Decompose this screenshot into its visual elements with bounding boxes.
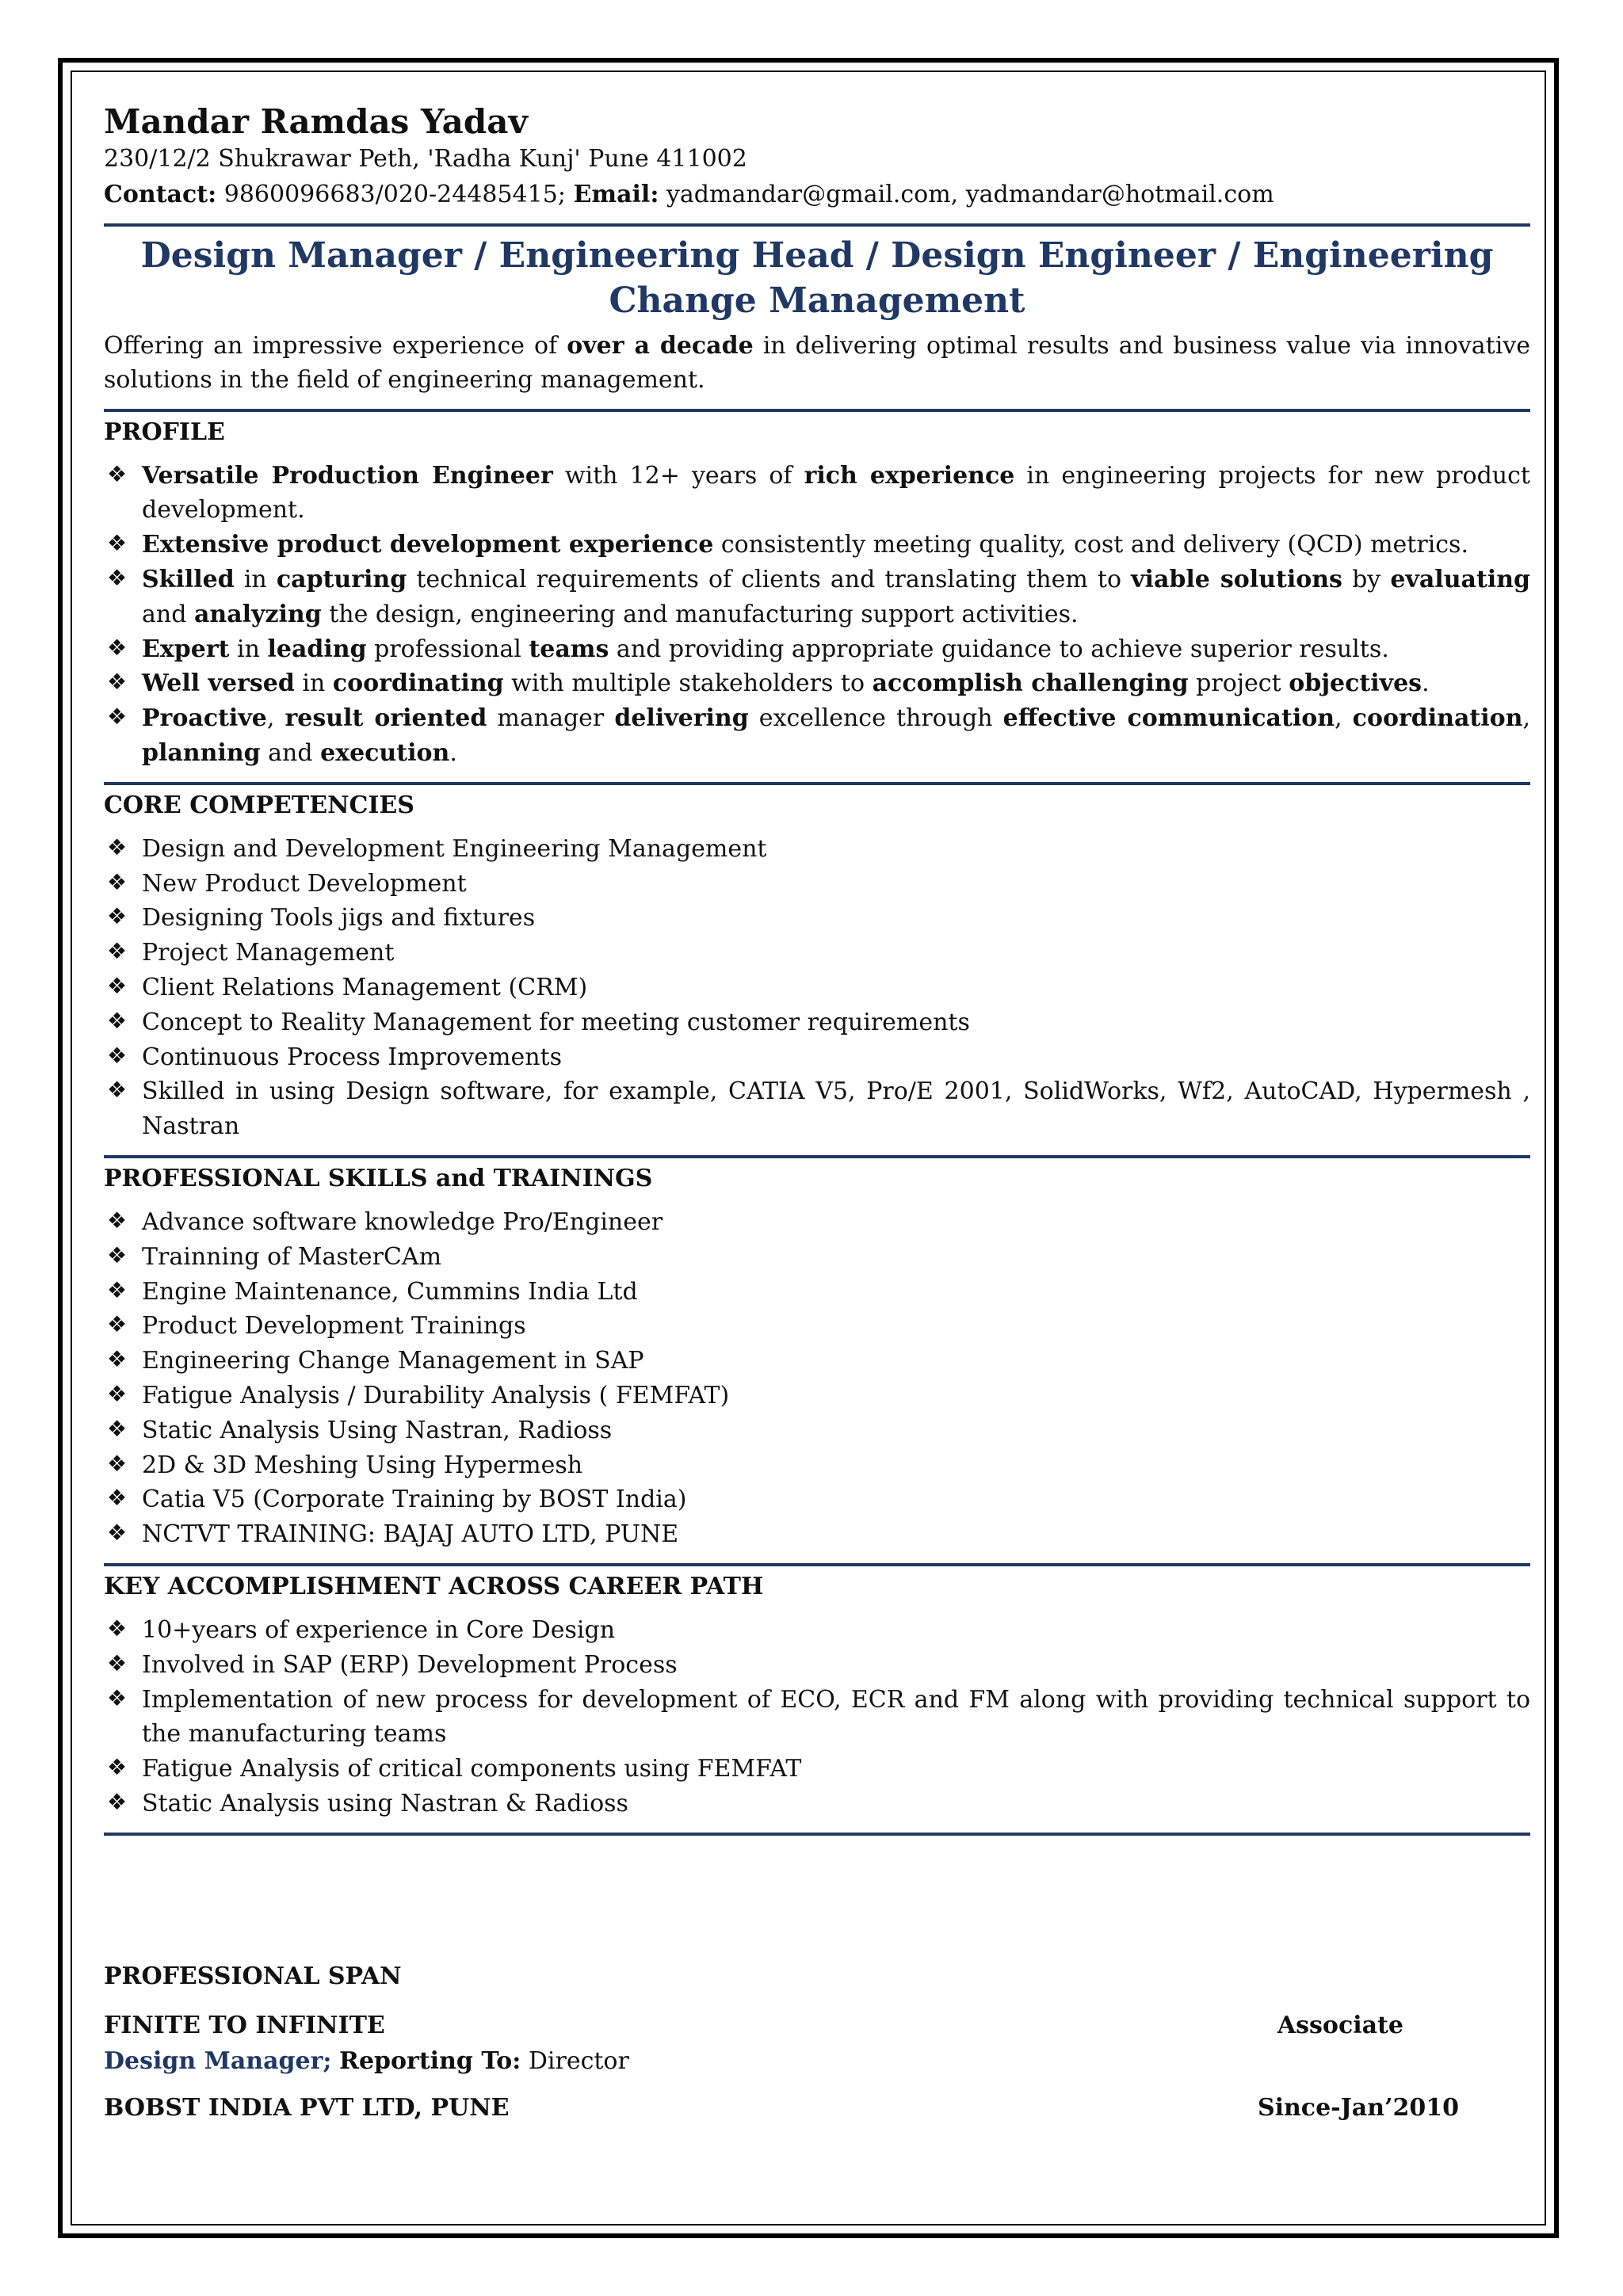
- bold-text: coordinating: [332, 669, 504, 698]
- list-item: [104, 1074, 1530, 1144]
- profile-item: [104, 459, 1530, 528]
- list-item: [104, 1040, 1530, 1075]
- text: in: [234, 566, 277, 594]
- divider: [104, 782, 1530, 785]
- list-item-text: Client Relations Management (CRM): [142, 974, 588, 1002]
- email-value: yadmandar@gmail.com, yadmandar@hotmail.com: [666, 181, 1274, 209]
- bullet-icon: ❖: [107, 1520, 128, 1547]
- bold-text: delivering: [614, 704, 749, 733]
- core-title: CORE COMPETENCIES: [104, 791, 414, 819]
- list-item: [104, 1205, 1530, 1240]
- address: 230/12/2 Shukrawar Peth, 'Radha Kunj' Pune 411002: [104, 145, 747, 174]
- span-title: PROFESSIONAL SPAN: [104, 1962, 402, 1990]
- bullet-icon: ❖: [107, 1415, 128, 1442]
- bullet-icon: ❖: [107, 1650, 128, 1676]
- bold-text: leading: [267, 635, 367, 663]
- summary-pre: Offering an impressive experience of: [104, 331, 567, 360]
- list-item: [104, 832, 1530, 867]
- bullet-icon: ❖: [107, 903, 128, 930]
- list-item-text: Continuous Process Improvements: [142, 1043, 562, 1071]
- bullet-icon: ❖: [107, 1241, 128, 1268]
- list-item-text: Skilled in using Design software, for example, CATIA V5, Pro/E 2001, SolidWorks, Wf2, AutoCAD, Hypermesh , Nastran: [142, 1077, 1530, 1141]
- accomplishments-list: [104, 1613, 1530, 1821]
- list-item-text: Fatigue Analysis / Durability Analysis ( FEMFAT): [142, 1382, 730, 1409]
- designation: Design Manager;: [104, 2046, 332, 2075]
- text: and: [142, 600, 194, 628]
- list-item-text: Design and Development Engineering Management: [142, 834, 767, 863]
- list-item-text: Project Management: [142, 939, 395, 967]
- list-item-text: Concept to Reality Management for meeting customer requirements: [142, 1008, 970, 1036]
- list-item-text: Static Analysis using Nastran & Radioss: [142, 1789, 628, 1817]
- text: .: [449, 739, 457, 768]
- list-item: [104, 1240, 1530, 1275]
- bullet-icon: ❖: [107, 1276, 128, 1303]
- bullet-icon: ❖: [107, 973, 128, 1000]
- text: excellence through: [748, 704, 1003, 733]
- text: in engineering projects for new product development.: [142, 461, 1530, 524]
- list-item-text: Static Analysis Using Nastran, Radioss: [142, 1416, 613, 1444]
- bullet-icon: ❖: [107, 868, 128, 895]
- profile-title: PROFILE: [104, 418, 225, 446]
- summary-bold: over a decade: [567, 331, 754, 360]
- bullet-icon: ❖: [107, 704, 128, 730]
- text: with 12+ years of: [552, 461, 804, 490]
- bold-text: effective communication: [1002, 704, 1335, 733]
- profile-list: [104, 459, 1530, 771]
- profile-item: [104, 528, 1530, 563]
- bullet-icon: ❖: [107, 1077, 128, 1104]
- bold-text: rich experience: [804, 461, 1015, 490]
- divider: [104, 1833, 1530, 1836]
- role-1: Associate: [1277, 2011, 1403, 2039]
- resume-content: [104, 103, 1530, 2126]
- bullet-icon: ❖: [107, 1381, 128, 1407]
- text: ,: [1522, 704, 1531, 733]
- text: in: [294, 669, 333, 698]
- bullet-icon: ❖: [107, 634, 128, 661]
- list-item: [104, 867, 1530, 902]
- list-item-text: New Product Development: [142, 869, 467, 898]
- list-item: [104, 1309, 1530, 1344]
- designation-line: [104, 2043, 1530, 2079]
- email-label: Email:: [573, 181, 659, 209]
- list-item: [104, 1648, 1530, 1683]
- bold-text: Proactive: [142, 704, 267, 733]
- bullet-icon: ❖: [107, 1007, 128, 1034]
- bullet-icon: ❖: [107, 1207, 128, 1234]
- text: ,: [266, 704, 285, 733]
- bullet-icon: ❖: [107, 1788, 128, 1815]
- contact-line: [104, 177, 1530, 212]
- text: and providing appropriate guidance to achieve superior results.: [609, 635, 1389, 663]
- text: with multiple stakeholders to: [503, 669, 873, 698]
- list-item: [104, 1344, 1530, 1379]
- bullet-icon: ❖: [107, 1346, 128, 1373]
- company-2: BOBST INDIA PVT LTD, PUNE: [104, 2093, 510, 2122]
- bold-text: planning: [142, 739, 261, 768]
- list-item-text: 2D & 3D Meshing Using Hypermesh: [142, 1451, 583, 1479]
- headline: Design Manager / Engineering Head / Design Engineer / Engineering Change Management: [140, 235, 1494, 322]
- text: technical requirements of clients and translating them to: [407, 566, 1132, 594]
- list-item-text: Designing Tools jigs and fixtures: [142, 904, 536, 933]
- bold-text: Extensive product development experience: [142, 531, 714, 559]
- bold-text: Well versed: [142, 669, 295, 698]
- bullet-icon: ❖: [107, 1450, 128, 1477]
- list-item: [104, 1683, 1530, 1753]
- contact-label: Contact:: [104, 181, 217, 209]
- bold-text: objectives: [1289, 669, 1423, 698]
- since-date: Since-Jan’2010: [1257, 2093, 1459, 2122]
- bold-text: capturing: [276, 566, 407, 594]
- list-item: [104, 1613, 1530, 1648]
- bullet-icon: ❖: [107, 1042, 128, 1069]
- text: consistently meeting quality, cost and delivery (QCD) metrics.: [713, 531, 1468, 559]
- core-list: [104, 832, 1530, 1144]
- bullet-icon: ❖: [107, 1311, 128, 1338]
- list-item-text: 10+years of experience in Core Design: [142, 1615, 616, 1644]
- bold-text: accomplish challenging: [872, 669, 1189, 698]
- list-item-text: Fatigue Analysis of critical components using FEMFAT: [142, 1755, 802, 1783]
- reporting-label: Reporting To:: [339, 2046, 521, 2075]
- text: professional: [366, 635, 529, 663]
- bullet-icon: ❖: [107, 565, 128, 592]
- text: and: [260, 739, 321, 768]
- skills-list: [104, 1205, 1530, 1552]
- list-item-text: Engine Maintenance, Cummins India Ltd: [142, 1277, 638, 1306]
- reporting-value: Director: [528, 2046, 629, 2075]
- list-item: [104, 901, 1530, 936]
- summary: [104, 329, 1530, 398]
- text: by: [1342, 566, 1391, 594]
- spacer: [104, 1842, 1530, 1958]
- bold-text: Expert: [142, 635, 230, 663]
- divider: [104, 409, 1530, 412]
- contact-value: 9860096683/020-24485415;: [223, 181, 566, 209]
- company-1: FINITE TO INFINITE: [104, 2011, 385, 2039]
- bullet-icon: ❖: [107, 1485, 128, 1512]
- bold-text: Versatile Production Engineer: [142, 461, 553, 490]
- list-item: [104, 1275, 1530, 1310]
- list-item: [104, 1413, 1530, 1448]
- list-item: [104, 1448, 1530, 1483]
- bullet-icon: ❖: [107, 530, 128, 557]
- job-row-1: [104, 2008, 1530, 2043]
- list-item-text: Trainning of MasterCAm: [142, 1242, 442, 1271]
- profile-item: [104, 666, 1530, 701]
- divider: [104, 223, 1530, 227]
- bullet-icon: ❖: [107, 1684, 128, 1711]
- text: the design, engineering and manufacturing support activities.: [321, 600, 1079, 628]
- bold-text: evaluating: [1390, 566, 1530, 594]
- list-item: [104, 971, 1530, 1005]
- accomplishments-title: KEY ACCOMPLISHMENT ACROSS CAREER PATH: [104, 1572, 764, 1600]
- profile-item: [104, 563, 1530, 632]
- bold-text: Skilled: [142, 566, 235, 594]
- list-item: [104, 1379, 1530, 1413]
- candidate-name: Mandar Ramdas Yadav: [104, 102, 528, 141]
- list-item: [104, 1787, 1530, 1821]
- list-item-text: Involved in SAP (ERP) Development Process: [142, 1650, 678, 1679]
- bold-text: coordination: [1352, 704, 1523, 733]
- bold-text: teams: [529, 635, 609, 663]
- list-item: [104, 1752, 1530, 1787]
- list-item: [104, 1517, 1530, 1552]
- list-item-text: NCTVT TRAINING: BAJAJ AUTO LTD, PUNE: [142, 1520, 679, 1549]
- bullet-icon: ❖: [107, 460, 128, 487]
- profile-item: [104, 701, 1530, 771]
- bullet-icon: ❖: [107, 669, 128, 696]
- bullet-icon: ❖: [107, 833, 128, 860]
- divider: [104, 1155, 1530, 1158]
- bold-text: execution: [320, 739, 450, 768]
- list-item-text: Implementation of new process for development of ECO, ECR and FM along with providing technical support to the manufacturing teams: [142, 1685, 1530, 1749]
- text: manager: [487, 704, 615, 733]
- text: ,: [1335, 704, 1353, 733]
- job-row-2: [104, 2090, 1530, 2126]
- profile-item: [104, 632, 1530, 667]
- list-item-text: Catia V5 (Corporate Training by BOST India): [142, 1486, 687, 1514]
- bold-text: viable solutions: [1131, 566, 1342, 594]
- bullet-icon: ❖: [107, 938, 128, 965]
- bold-text: analyzing: [193, 600, 322, 628]
- text: .: [1422, 669, 1430, 698]
- text: project: [1188, 669, 1289, 698]
- list-item: [104, 1482, 1530, 1517]
- bold-text: result oriented: [285, 704, 487, 733]
- list-item-text: Engineering Change Management in SAP: [142, 1347, 644, 1375]
- skills-title: PROFESSIONAL SKILLS and TRAININGS: [104, 1165, 653, 1193]
- divider: [104, 1563, 1530, 1566]
- list-item-text: Product Development Trainings: [142, 1312, 526, 1341]
- summary-post: in delivering optimal results and business value via innovative solutions in the field of engineering management.: [104, 331, 1530, 395]
- list-item-text: Advance software knowledge Pro/Engineer: [142, 1208, 663, 1237]
- list-item: [104, 1005, 1530, 1040]
- bullet-icon: ❖: [107, 1615, 128, 1642]
- bullet-icon: ❖: [107, 1754, 128, 1781]
- text: in: [229, 635, 268, 663]
- list-item: [104, 936, 1530, 971]
